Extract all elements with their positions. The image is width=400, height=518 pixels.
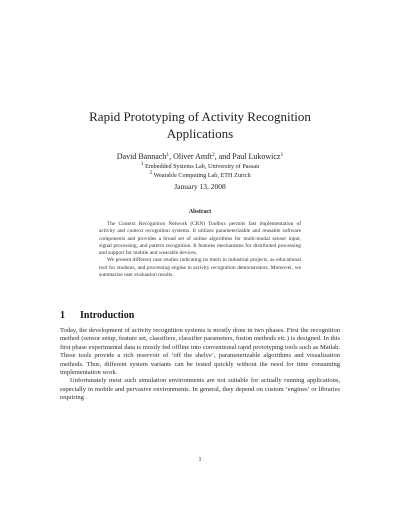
- section-title: Introduction: [80, 310, 135, 321]
- abstract-paragraph: We present different case studies indicating its merit in industrial projects, as educational tool for students, and processing engine in activity recognition demonstrators. Moreover, we summarize user evaluation results.: [99, 257, 301, 279]
- abstract-paragraph: The Context Recognition Network (CRN) Toolbox permits fast implementation of activity and context recognition systems. It utilizes parameterizable and reusable software components and provides a broad set of online algorithms for multi-modal sensor input, signal processing, and pattern recognition. It features mechanisms for distributed processing and support for mobile and wearable devices.: [99, 221, 301, 257]
- author-affil-mark: 1: [280, 152, 284, 158]
- author-name: David Bannach: [116, 152, 167, 161]
- section-number: 1: [60, 310, 65, 321]
- section-body: [60, 327, 340, 403]
- author-separator: ,: [169, 152, 174, 161]
- author-separator: , and: [214, 152, 233, 161]
- affiliation-text: Wearable Computing Lab, ETH Zurich: [153, 172, 251, 179]
- affiliation: [60, 169, 340, 180]
- author-name: Paul Lukowicz: [232, 152, 281, 161]
- author-name: Oliver Amft: [173, 152, 212, 161]
- affiliation-mark: 1: [140, 161, 144, 167]
- body-paragraph: Unfortunately most such simulation environments are not suitable for actually running applications, especially in mobile and pervasive environments. In general, they depend on custom ‘engines’ or libraries requiring: [60, 377, 340, 402]
- affiliation-mark: 2: [149, 170, 153, 176]
- abstract-body: [99, 221, 301, 279]
- paper-title: Rapid Prototyping of Activity Recognition Applications: [89, 109, 311, 141]
- author-affil-mark: 2: [211, 152, 215, 158]
- affiliation-text: Embedded Systems Lab, University of Passau: [145, 163, 260, 170]
- abstract-heading: Abstract: [188, 209, 212, 215]
- section-heading: [60, 310, 340, 321]
- page-number: 1: [198, 456, 202, 463]
- author-affil-mark: 1: [166, 152, 170, 158]
- body-paragraph: Today, the development of activity recognition systems is mostly done in two phases. First the recognition method (sensor setup, feature set, classifiers, classifier parameters, fusion methods etc.) is designed. In this first phase experimental data is mostly fed offline into conventional rapid prototyping tools such as Matlab. These tools provide a rich reservoir of ‘off the shelve’, parameterizable algorithms and visualization methods. Thus, different system variants can be tested quickly without the need for time consuming implementation work.: [60, 327, 340, 377]
- paper-date: January 13, 2008: [174, 182, 226, 191]
